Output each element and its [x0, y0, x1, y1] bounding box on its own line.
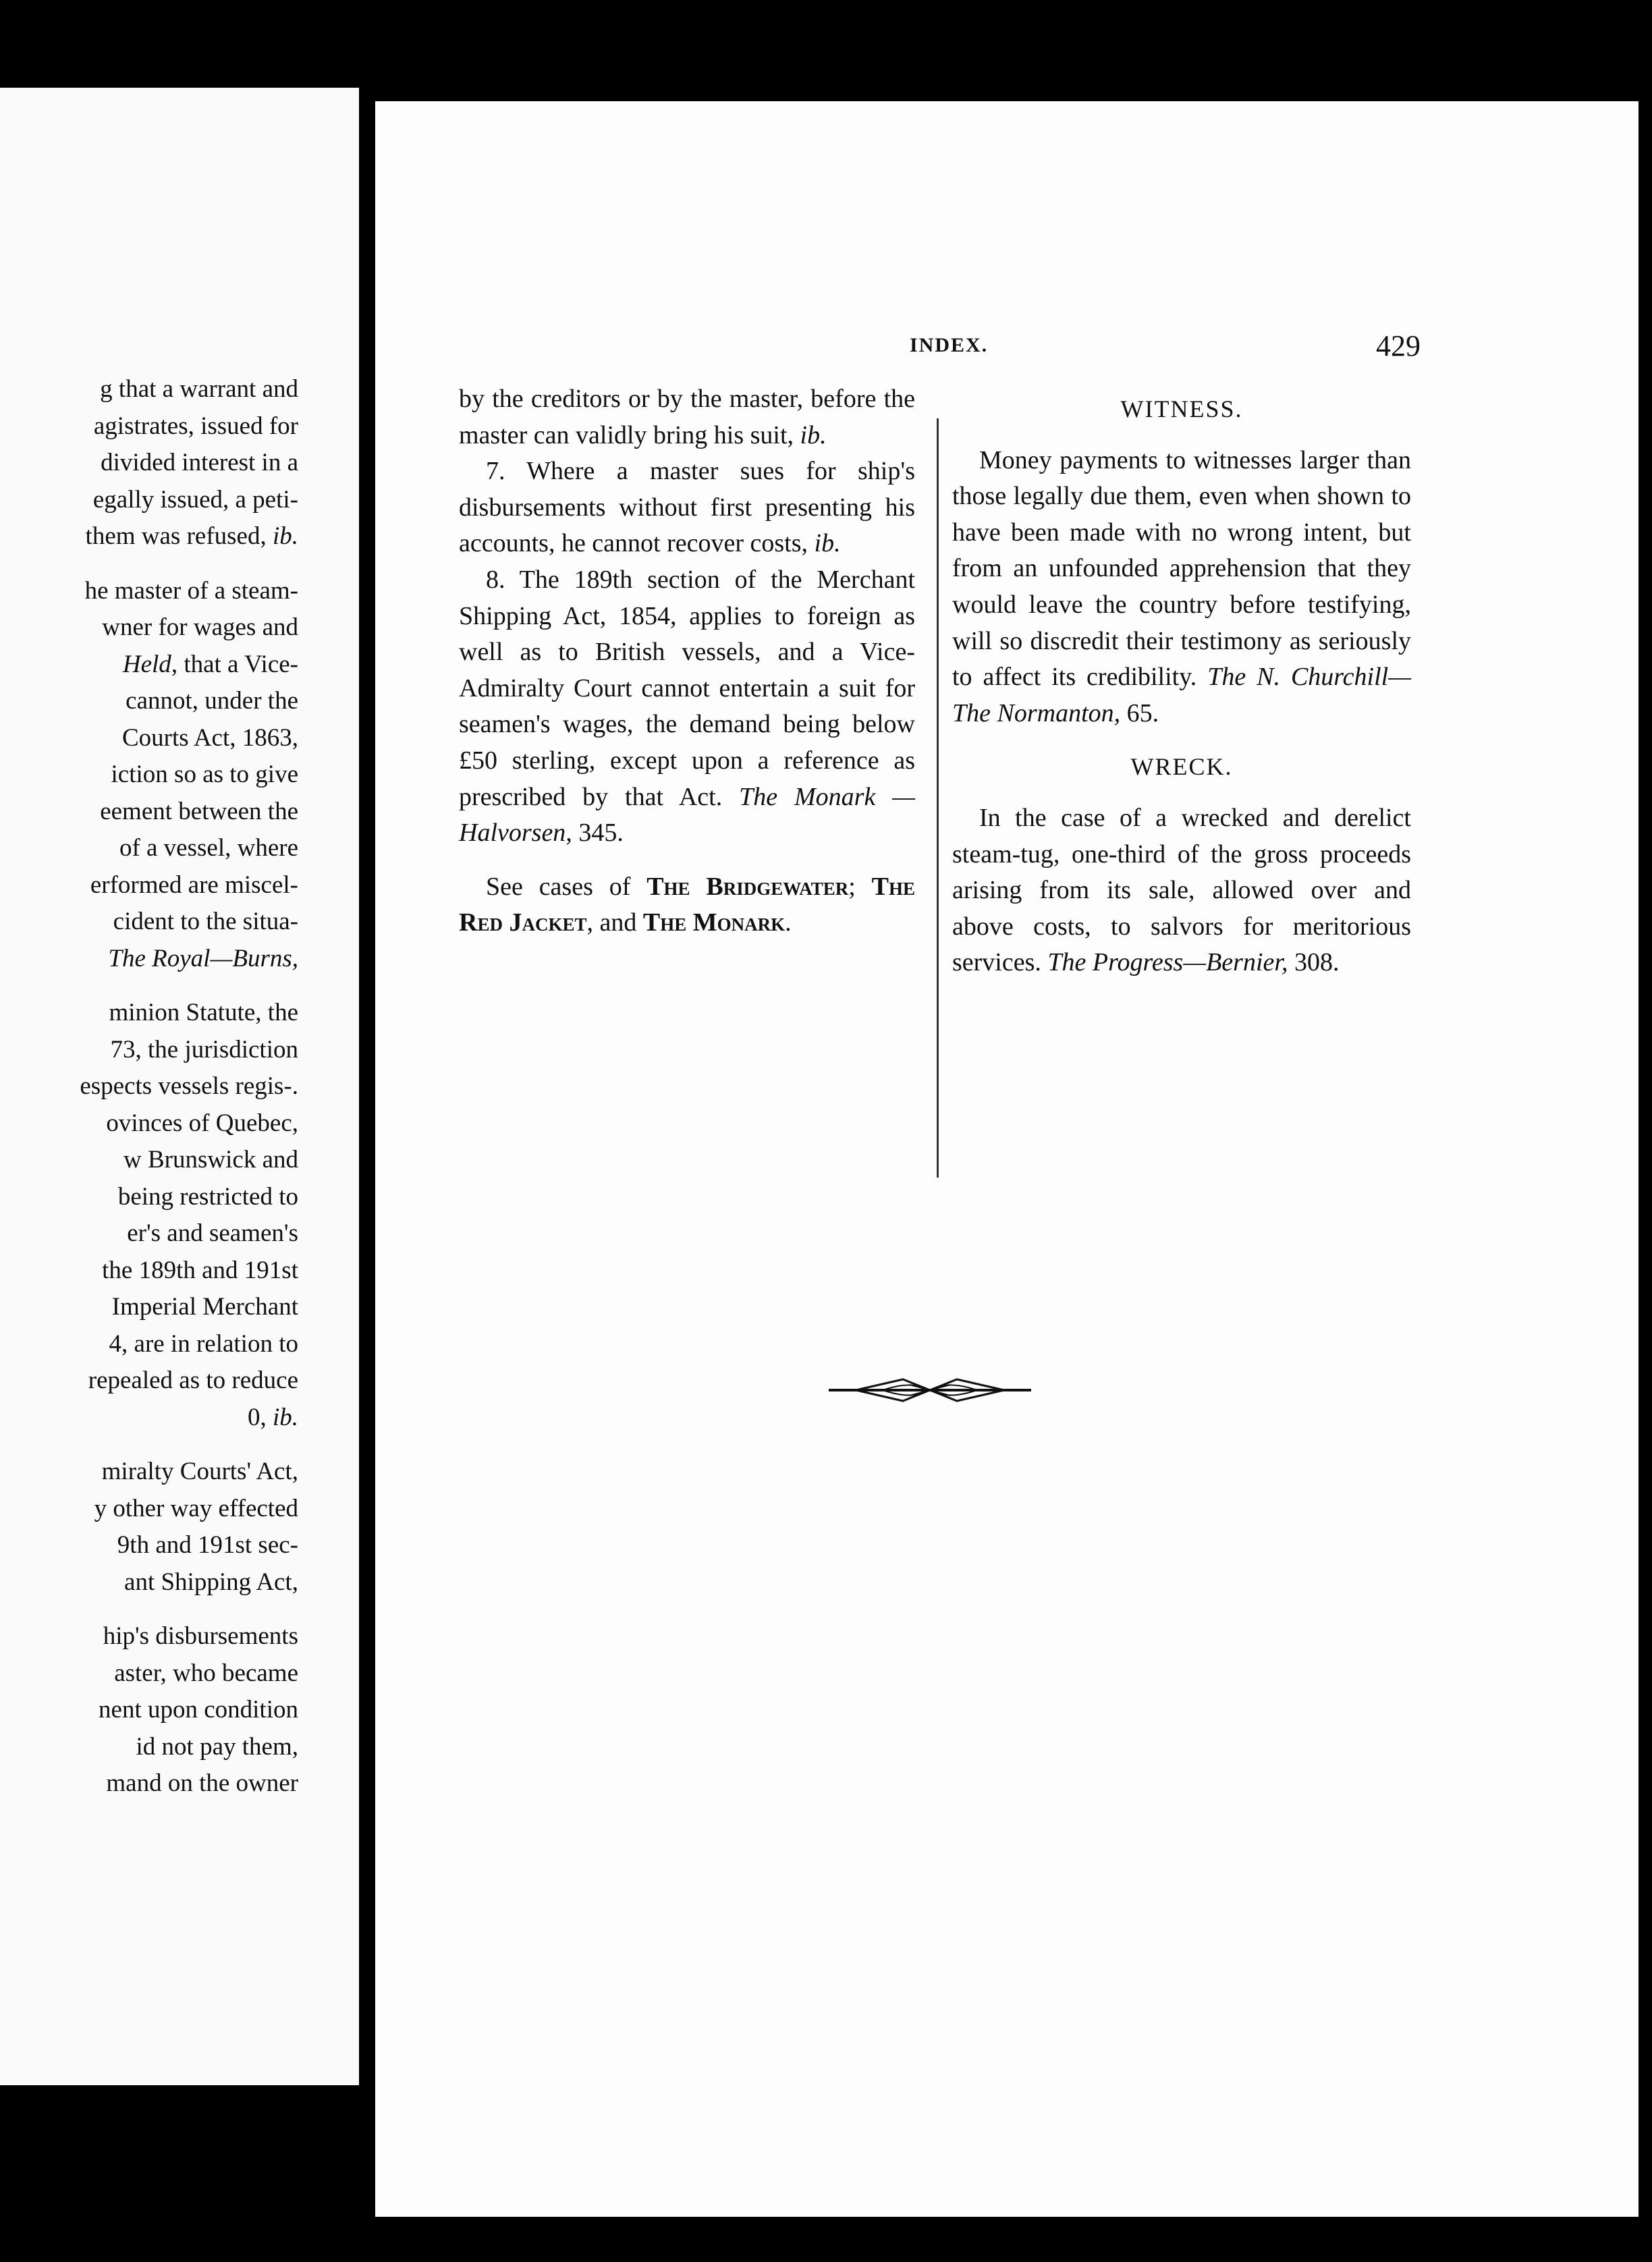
wreck-entry: In the case of a wrecked and derelict steam-tug, one-third of the gross proceeds arising from its sale, allowed over and above costs, to salvors for meritorious services. The Progress—Bernier, 308. [952, 803, 1411, 977]
left-page-line: id not pay them, [136, 1732, 298, 1761]
witness-entry: Money payments to witnesses larger than those legally due them, even when shown to have been made with no wrong intent, but from an unfounded apprehension that they would leave the country before testifying, will so discredit their testimony as seriously to affect its credibility. The N. Churchill—The Normanton, 65. [952, 445, 1412, 727]
left-page-line: 9th and 191st sec- [117, 1531, 298, 1559]
left-page-text [0, 371, 298, 1802]
running-head [375, 329, 1639, 375]
page-reference: 65. [1126, 698, 1159, 727]
left-column [459, 381, 915, 941]
entry-7: 7. Where a master sues for ship's disbursements without first presenting his accounts, he cannot recover costs, ib. [459, 457, 915, 558]
left-page-line: minion Statute, the [109, 999, 298, 1026]
column-divider [937, 418, 939, 1178]
left-page-line: of a vessel, where [119, 834, 298, 862]
left-page-line: 0, ib. [247, 1403, 298, 1431]
left-page-line: aster, who became [114, 1659, 298, 1687]
case-citation: The Progress—Bernier, [1047, 948, 1288, 977]
left-page-line: y other way effected [94, 1494, 298, 1522]
right-column [952, 391, 1411, 981]
see-cases: See cases of The Bridgewater; The Red Jacket, and The Monark. [459, 872, 915, 937]
left-page-line: being restricted to [117, 1182, 298, 1211]
left-page-line: ovinces of Quebec, [106, 1109, 298, 1137]
left-page-line: er's and seamen's [127, 1219, 298, 1247]
paragraph-gap [0, 1601, 298, 1618]
left-page-line: The Royal—Burns, [108, 944, 298, 972]
left-page-fragment [0, 88, 359, 2085]
left-page-line: w Brunswick and [123, 1146, 298, 1174]
left-page-line: g that a warrant and [100, 375, 298, 403]
left-page-line: agistrates, issued for [93, 412, 298, 440]
left-page-line: espects vessels regis-. [80, 1072, 298, 1100]
continued-entry: by the creditors or by the master, before the master can validly bring his suit, ib. [459, 385, 915, 449]
left-page-line: divided interest in a [101, 449, 298, 476]
case-citation: The Monark — Halvorsen, [459, 782, 915, 848]
left-page-line: them was refused, ib. [85, 522, 298, 550]
ibid-ref: ib. [814, 529, 841, 558]
page-reference: 308. [1294, 948, 1340, 977]
left-page-line: Held, that a Vice- [122, 650, 298, 678]
left-page-line: 4, are in relation to [109, 1329, 298, 1358]
left-page-line: iction so as to give [111, 761, 298, 788]
case-name: The Monark [642, 908, 786, 937]
paragraph-gap [0, 555, 298, 573]
page-number: 429 [1376, 329, 1421, 362]
left-page-line: egally issued, a peti- [92, 485, 298, 514]
case-name: The Bridgewater [646, 872, 849, 901]
left-page-line: repealed as to reduce [88, 1367, 298, 1394]
section-heading-witness: WITNESS. [1120, 395, 1243, 422]
left-page-line: he master of a steam- [84, 576, 298, 605]
entry-8: 8. The 189th section of the Merchant Shipping Act, 1854, applies to foreign as well as to British vessels, and a Vice-Admiralty Court cannot entertain a suit for seamen's wages, the demand being below £50 sterling, except upon a reference as prescribed by that Act. The Monark — Halvorsen, 345. [459, 565, 915, 848]
left-page-line: eement between the [100, 797, 298, 825]
index-page [375, 101, 1639, 2217]
left-page-line: wner for wages and [102, 613, 298, 641]
running-title: INDEX. [910, 334, 989, 356]
ibid-ref: ib. [800, 420, 827, 449]
case-citation: The N. Churchill—The Normanton, [952, 663, 1412, 727]
tailpiece-ornament-icon [829, 1370, 1031, 1410]
paragraph-gap [0, 977, 298, 995]
left-page-line: hip's disbursements [103, 1622, 298, 1650]
section-heading-wreck: WRECK. [1130, 753, 1233, 781]
left-page-line: 73, the jurisdiction [110, 1035, 298, 1064]
left-page-line: Courts Act, 1863, [121, 723, 298, 752]
case-name: The Red Jacket [459, 872, 915, 937]
left-page-line: miralty Courts' Act, [101, 1458, 298, 1485]
left-page-line: cannot, under the [126, 687, 298, 715]
left-page-line: ant Shipping Act, [124, 1568, 298, 1596]
left-page-line: cident to the situa- [113, 908, 298, 935]
left-page-line: the 189th and 191st [102, 1256, 298, 1284]
paragraph-gap [0, 1436, 298, 1454]
left-page-line: nent upon condition [99, 1696, 298, 1723]
left-page-line: erformed are miscel- [90, 871, 298, 899]
left-page-line: mand on the owner [106, 1769, 298, 1797]
left-page-line: Imperial Merchant [111, 1293, 298, 1321]
page-reference: 345. [578, 819, 624, 848]
